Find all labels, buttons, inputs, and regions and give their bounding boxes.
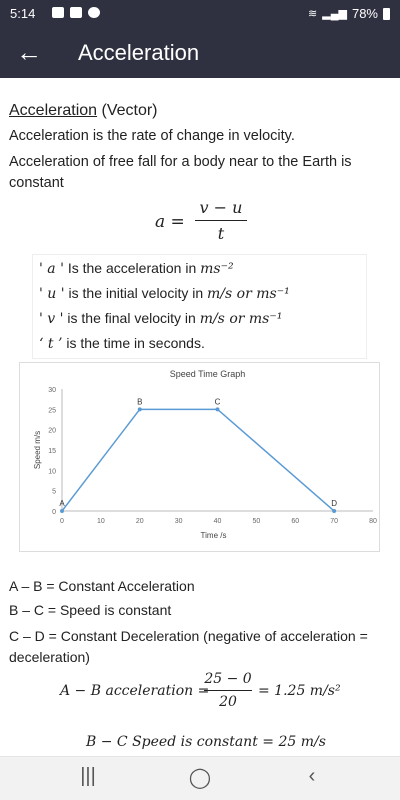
formula-fraction (195, 198, 247, 243)
point-label-c: C (214, 397, 221, 407)
battery-percent: 78% (351, 6, 378, 21)
point-label-d: D (331, 499, 338, 508)
heading-suffix: (Vector) (97, 102, 158, 119)
acceleration-formula (155, 198, 255, 246)
definitions-box (32, 254, 367, 359)
chrome-icon (88, 7, 100, 18)
definition-t: ‘ t ’ is the time in seconds. (39, 335, 205, 352)
eq1-fraction (204, 671, 252, 710)
home-icon[interactable]: ◯ (188, 767, 212, 789)
segment-bc: B – C = Speed is constant (9, 602, 172, 618)
eq1-lhs: A − B acceleration = (60, 683, 210, 699)
eq1-numerator: 25 − 0 (204, 671, 252, 687)
formula-denominator: t (217, 224, 225, 243)
back-arrow-icon[interactable]: ← (16, 37, 42, 67)
eq1-denominator: 20 (219, 694, 237, 710)
definition-a: ' a ' Is the acceleration in ms⁻² (39, 260, 234, 277)
y-axis-label: Speed m/s (33, 430, 42, 470)
eq1-rhs: = 1.25 m/s² (258, 683, 341, 699)
status-right (308, 6, 390, 21)
wifi-icon: ≋ (308, 8, 318, 20)
y-tick-label: 30 (48, 387, 56, 394)
intro-text-1: Acceleration is the rate of change in velocity. (9, 128, 295, 144)
y-tick-label: 0 (52, 509, 56, 516)
x-tick-label: 20 (135, 518, 144, 525)
status-time: 5:14 (10, 6, 36, 21)
speed-series-line (62, 409, 334, 511)
page-title: Acceleration (78, 40, 200, 65)
fraction-bar (195, 220, 247, 221)
definition-v: ' v ' is the final velocity in m/s or ms⁻¹ (39, 310, 283, 327)
speed-time-chart (19, 362, 380, 552)
heading-main: Acceleration (9, 102, 98, 119)
point-label-b: B (137, 397, 143, 407)
y-tick-label: 15 (48, 448, 56, 455)
x-tick-label: 60 (291, 518, 300, 525)
content-area[interactable] (0, 78, 400, 756)
mail-icon (52, 7, 64, 18)
status-bar (0, 0, 400, 28)
data-point-b (138, 407, 142, 411)
signal-icon: ▂▄▆ (322, 8, 347, 20)
nav-back-icon[interactable]: ‹ (308, 765, 316, 787)
x-tick-label: 80 (369, 518, 377, 525)
notification-icons (52, 7, 100, 18)
data-point-d (332, 509, 336, 513)
x-tick-label: 50 (252, 518, 261, 525)
segment-ab: A – B = Constant Acceleration (9, 578, 195, 594)
battery-icon (383, 8, 390, 20)
ab-acceleration-equation (60, 671, 360, 711)
bc-speed-equation: B − C Speed is constant = 25 m/s (86, 734, 326, 750)
x-tick-label: 40 (213, 518, 222, 525)
definition-u: ' u ' is the initial velocity in m/s or ms⁻¹ (39, 285, 290, 302)
section-heading (9, 102, 158, 120)
recent-apps-icon[interactable]: ||| (80, 765, 96, 787)
y-tick-label: 20 (48, 427, 56, 435)
chart-title: Speed Time Graph (169, 369, 246, 379)
eq1-fraction-bar (204, 690, 252, 691)
data-point-a (60, 509, 64, 513)
image-icon (70, 7, 82, 18)
x-axis-label: Time /s (200, 531, 227, 540)
app-bar (0, 28, 400, 78)
segment-cd: C – D = Constant Deceleration (negative of acceleration = deceleration) (9, 628, 368, 665)
y-tick-label: 5 (52, 488, 56, 496)
intro-text-2: Acceleration of free fall for a body near to the Earth is constant (9, 154, 352, 191)
y-tick-label: 25 (48, 407, 56, 415)
x-tick-label: 70 (330, 518, 339, 525)
system-nav-bar (0, 756, 400, 800)
formula-numerator: v − u (199, 198, 243, 217)
point-label-a: A (59, 499, 65, 508)
x-tick-label: 0 (60, 518, 64, 525)
y-tick-label: 10 (48, 468, 56, 476)
x-tick-label: 30 (174, 518, 183, 525)
chart-svg (20, 363, 381, 553)
formula-lhs: a = (155, 212, 185, 232)
data-point-c (216, 407, 220, 411)
x-tick-label: 10 (96, 518, 105, 525)
